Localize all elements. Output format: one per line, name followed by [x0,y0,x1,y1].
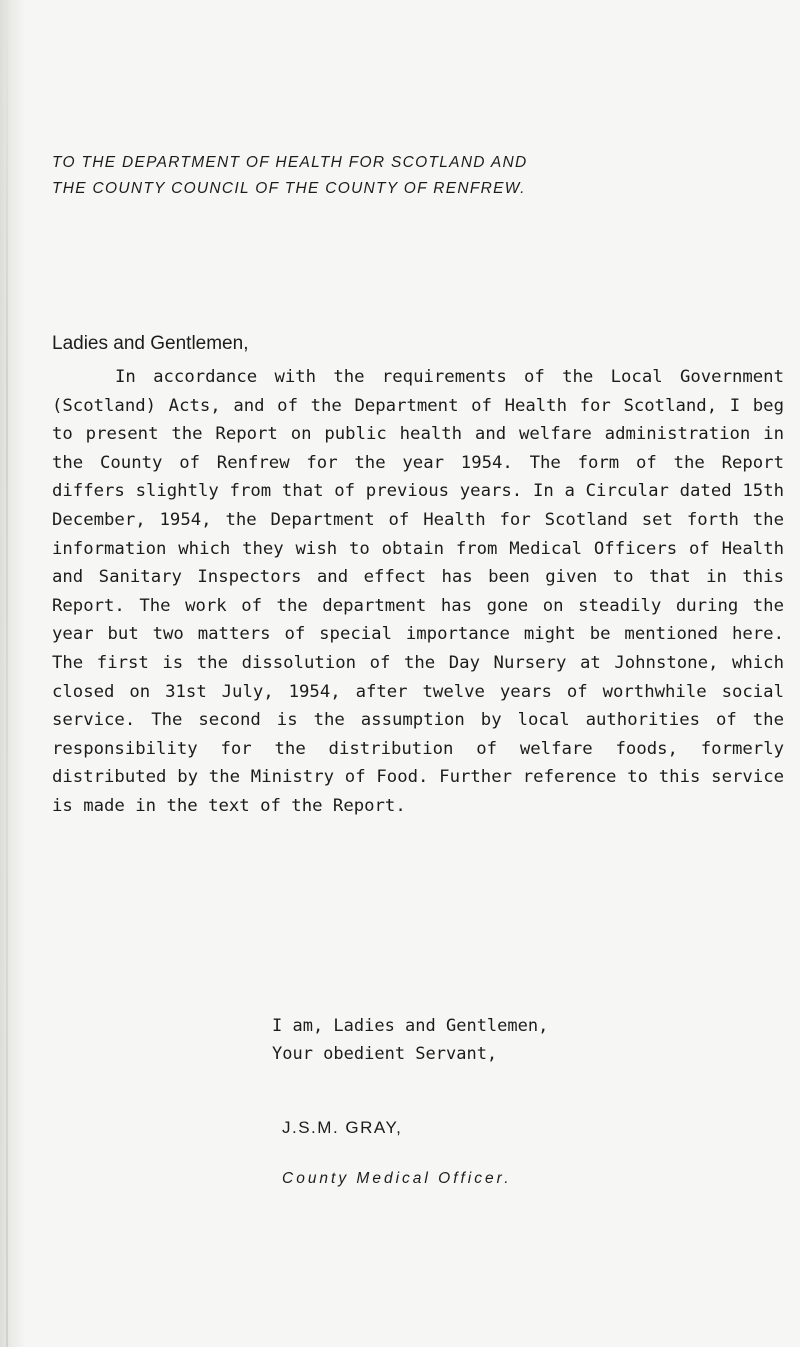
address-line-2: THE COUNTY COUNCIL OF THE COUNTY OF RENFREW. [52,180,526,197]
page-binding-shadow [6,0,8,1347]
closing-line-1: I am, Ladies and Gentlemen, [272,1016,549,1036]
address-line-1: TO THE DEPARTMENT OF HEALTH FOR SCOTLAND AND [52,154,528,171]
salutation: Ladies and Gentlemen, [52,333,249,354]
signatory-title: County Medical Officer. [282,1170,512,1187]
closing-line-2: Your obedient Servant, [272,1044,498,1064]
page-binding-edge [0,0,26,1347]
address-block [52,150,527,202]
signature: J.S.M. GRAY, [282,1118,403,1137]
letter-body: In accordance with the requirements of the Local Government (Scotland) Acts, and of the Department of Health for Scotland, I beg to present the Report on public health and welfare administration in the County of Renfrew for the year 1954. The form of the Report differs slightly from that of previous years. In a Circular dated 15th December, 1954, the Department of Health for Scotland set forth the information which they wish to obtain from Medical Officers of Health and Sanitary Inspectors and effect has been given to that in this Report. The work of the department has gone on steadily during the year but two matters of special importance might be mentioned here. The first is the dissolution of the Day Nursery at Johnstone, which closed on 31st July, 1954, after twelve years of worthwhile social service. The second is the assumption by local authorities of the responsibility for the distribution of welfare foods, formerly distributed by the Ministry of Food. Further reference to this service is made in the text of the Report. [52,367,784,816]
closing-block [272,1012,548,1068]
